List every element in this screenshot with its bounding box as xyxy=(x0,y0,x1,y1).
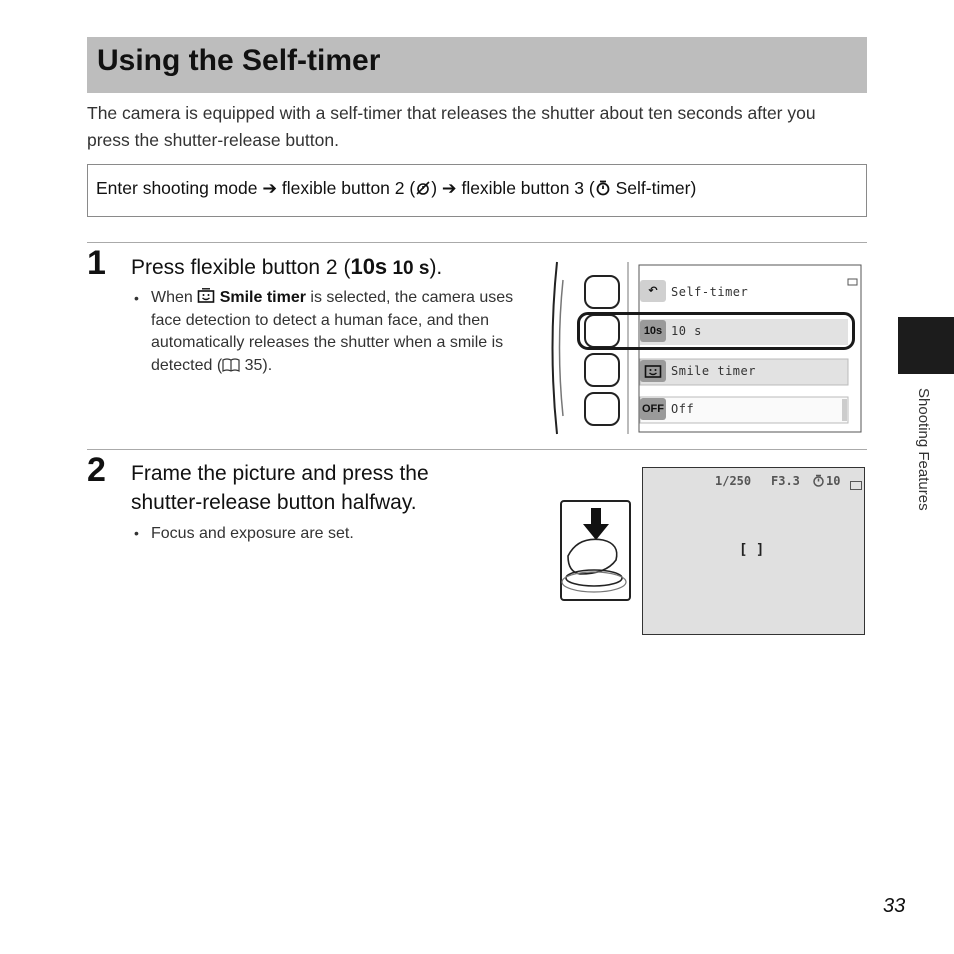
aperture: F3.3 xyxy=(771,474,800,488)
bullet-icon: • xyxy=(134,525,139,541)
shutter-speed: 1/250 xyxy=(715,474,752,488)
menu-item-off[interactable]: Off xyxy=(671,402,695,416)
page-number: 33 xyxy=(883,895,906,917)
step-1-number: 1 xyxy=(87,244,106,282)
smile-timer-bold: Smile timer xyxy=(219,289,306,306)
path-step-shooting-mode: Enter shooting mode xyxy=(96,178,258,198)
focus-area: [ ] xyxy=(739,542,765,558)
divider xyxy=(87,449,867,450)
timer-seconds: 10 xyxy=(826,474,841,488)
off-icon[interactable]: OFF xyxy=(640,398,666,420)
step-2-number: 2 xyxy=(87,451,106,489)
step-2-heading: Frame the picture and press the shutter-release button halfway. xyxy=(131,462,429,514)
intro-paragraph: The camera is equipped with a self-timer that releases the shutter about ten seconds after you press the shutter-release button. xyxy=(87,103,816,150)
step-1-heading-suffix: ). xyxy=(429,256,443,279)
page-reference: 35). xyxy=(240,356,273,374)
step-2-bullet: Focus and exposure are set. xyxy=(151,525,354,542)
step-1-heading-prefix: Press flexible button 2 ( xyxy=(131,256,351,279)
section-tab xyxy=(898,317,954,374)
ten-second-icon[interactable]: 10s xyxy=(640,320,666,342)
menu-item-10s[interactable]: 10 s xyxy=(671,324,702,338)
page-title: Using the Self-timer xyxy=(97,44,381,77)
battery-icon xyxy=(850,481,862,490)
path-step-flexible-button-2: flexible button 2 ( xyxy=(281,178,416,198)
step-1-bullet xyxy=(151,287,531,377)
path-paren-close: ) xyxy=(431,178,438,198)
bullet-icon: • xyxy=(134,290,139,306)
bullet-prefix: When xyxy=(151,289,198,306)
operation-path xyxy=(96,178,696,199)
smile-icon[interactable] xyxy=(640,360,666,382)
menu-item-smile-timer[interactable]: Smile timer xyxy=(671,364,756,378)
ten-second-icon: 10s xyxy=(350,254,388,279)
section-label: Shooting Features xyxy=(915,388,932,511)
path-step-flexible-button-3: flexible button 3 ( xyxy=(461,178,595,198)
arrow-icon: ➔ xyxy=(262,178,278,198)
divider xyxy=(87,242,867,243)
step-1-heading-value: 10 s xyxy=(387,258,430,279)
shutter-button-illustration xyxy=(558,498,634,604)
self-timer-icon xyxy=(812,474,825,487)
bullet-rest: is selected, the camera uses face detection to detect a human face, and then automatically releases the shutter when a smile is detected ( xyxy=(151,289,514,374)
selection-highlight xyxy=(577,312,855,350)
self-timer-icon xyxy=(595,180,611,196)
back-icon[interactable]: ↶ xyxy=(640,280,666,302)
timer-cancel-icon xyxy=(415,180,431,196)
book-icon xyxy=(222,358,240,372)
smile-icon xyxy=(197,288,215,304)
path-self-timer-label: Self-timer) xyxy=(610,178,697,198)
menu-item-self-timer: Self-timer xyxy=(671,285,749,299)
arrow-icon: ➔ xyxy=(441,178,457,198)
step-1-heading xyxy=(131,252,442,283)
